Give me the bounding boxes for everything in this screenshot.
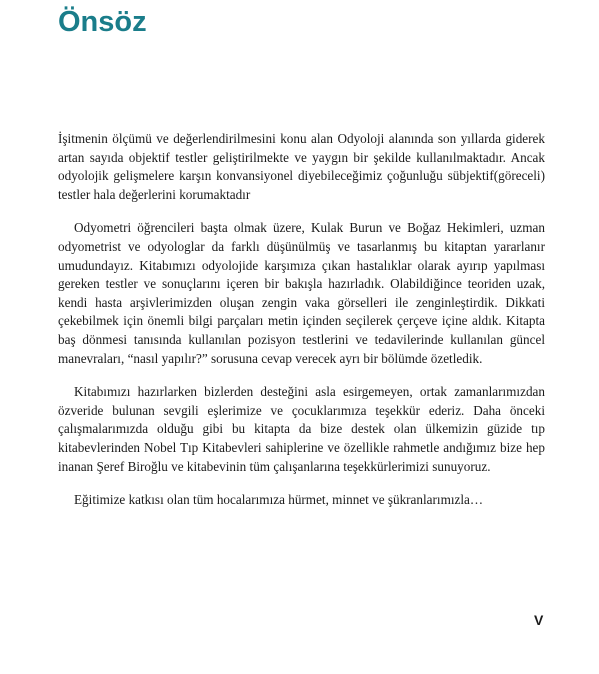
page-number: V (534, 612, 544, 628)
paragraph-closing: Eğitimize katkısı olan tüm hocalarımıza hürmet, minnet ve şükranlarımızla… (74, 492, 484, 508)
page-title: Önsöz (58, 6, 147, 38)
paragraph-acknowledgements: Kitabımızı hazırlarken bizlerden desteğini asla esirgemeyen, ortak zamanlarımızdan özveride bulunan sevgili eşlerimize ve çocuklarımıza teşekkür ederiz. Daha önceki çalışmalarımızda olduğu gibi bu kitapta da bize destek olan ülkemizin güzide tıp kitabevlerinden Nobel Tıp Kitabevleri sahiplerine ve özellikle rahmetle andığımız bize hep inanan Şeref Biroğlu ve kitabevinin tüm çalışanlarına teşekkürlerimizi sunuyoruz. (58, 384, 545, 474)
paragraph-audience: Odyometri öğrencileri başta olmak üzere, Kulak Burun ve Boğaz Hekimleri, uzman odyometrist ve odyologlar da farklı düşünülmüş ve tasarlanmış bu kitaptan yararlanır umudundayız. Kitabımızı odyolojide karşımıza çıkan hastalıklar olarak ayırıp yapılması gereken testler ve sonuçlarını içeren bir bakışla hazırladık. Olabildiğince teoriden uzak, kendi hasta arşivlerimizden oluşan zengin vaka görselleri ile zenginleştirdik. Dikkati çekebilmek için önemli bilgi parçaları metin içinden seçilerek çerçeve içine aldık. Kitapta baş dönmesi tanısında kullanılan pozisyon testlerini ve tedavilerinde kullanılan güncel manevraları, “nasıl yapılır?” sorusuna cevap verecek ayrı bir bölümde özetledik. (58, 220, 545, 366)
paragraph-intro: İşitmenin ölçümü ve değerlendirilmesini konu alan Odyoloji alanında son yıllarda giderek artan sayıda objektif testler geliştirilmekte ve yaygın bir şekilde kullanılmaktadır. Ancak odyolojik gelişmelere karşın konvansiyonel diyebileceğimiz çoğunluğu sübjektif(göreceli) testler hala değerlerini korumaktadır (58, 131, 545, 202)
preface-body (58, 130, 545, 510)
